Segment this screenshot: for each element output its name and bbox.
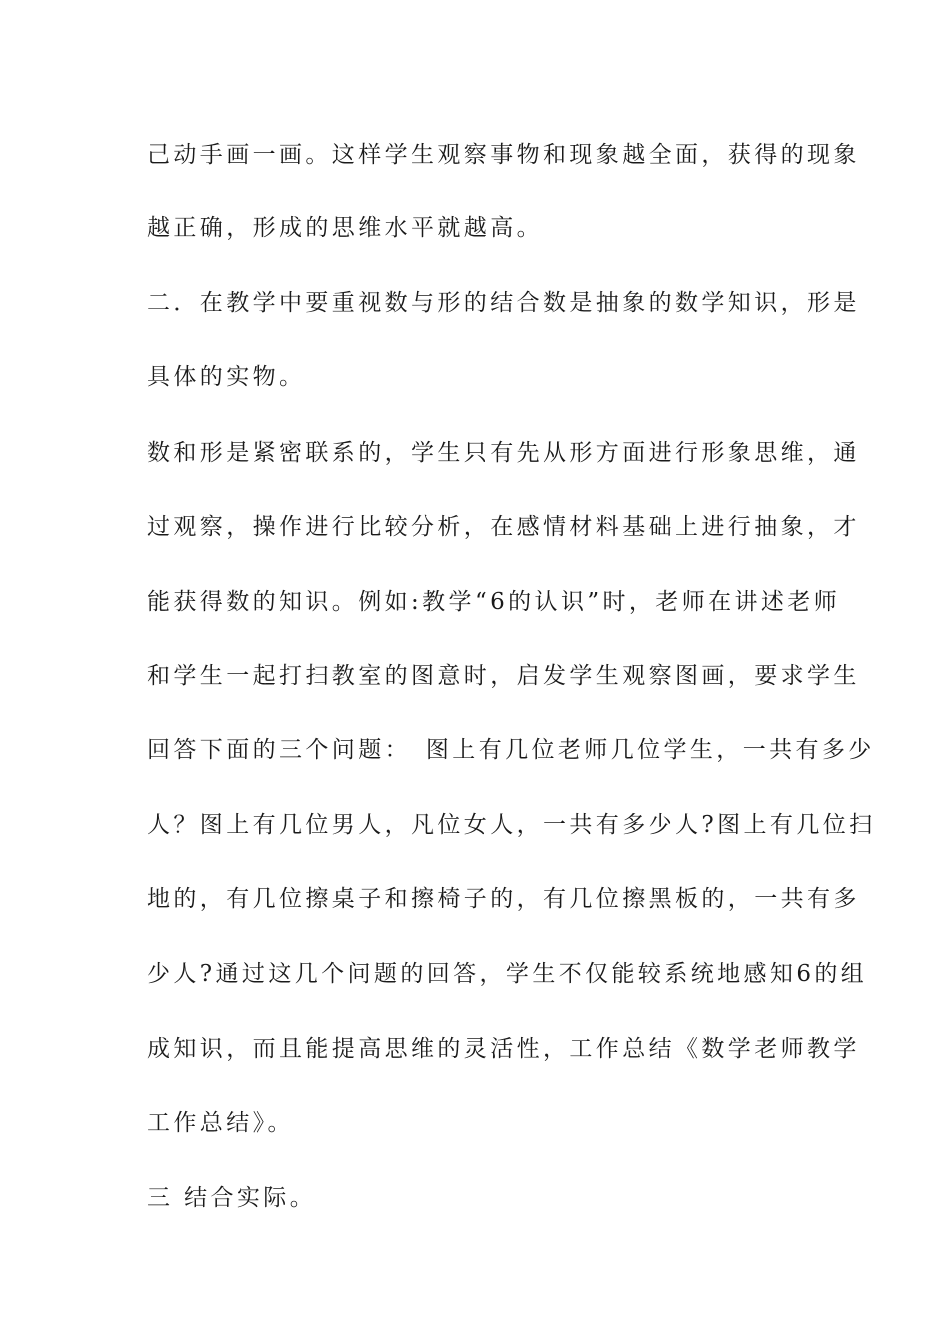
text-line-12: 少人?通过这几个问题的回答，学生不仅能较系统地感知6的组 <box>147 961 868 987</box>
text-line-1: 己动手画一画。这样学生观察事物和现象越全面，获得的现象 <box>147 142 860 168</box>
text-line-11: 地的，有几位擦桌子和擦椅子的，有几位擦黑板的，一共有多 <box>147 886 860 912</box>
text-line-4: 具体的实物。 <box>147 364 306 390</box>
text-line-5: 数和形是紧密联系的，学生只有先从形方面进行形象思维，通 <box>147 440 860 466</box>
text-line-7: 能获得数的知识。例如:教学“6的认识”时，老师在讲述老师 <box>147 589 841 615</box>
text-line-10: 人？图上有几位男人，凡位女人，一共有多少人?图上有几位扫 <box>147 812 876 838</box>
text-line-3: 二．在教学中要重视数与形的结合数是抽象的数学知识，形是 <box>147 290 860 316</box>
text-line-9: 回答下面的三个问题： 图上有几位老师几位学生，一共有多少 <box>147 737 875 763</box>
text-line-13: 成知识，而且能提高思维的灵活性，工作总结《数学老师教学 <box>147 1036 860 1062</box>
text-line-6: 过观察，操作进行比较分析，在感情材料基础上进行抽象，才 <box>147 514 860 540</box>
text-line-15: 三 结合实际。 <box>147 1185 317 1211</box>
text-line-14: 工作总结》。 <box>147 1110 294 1136</box>
text-line-8: 和学生一起打扫教室的图意时，启发学生观察图画，要求学生 <box>147 663 860 689</box>
text-line-2: 越正确，形成的思维水平就越高。 <box>147 215 543 241</box>
